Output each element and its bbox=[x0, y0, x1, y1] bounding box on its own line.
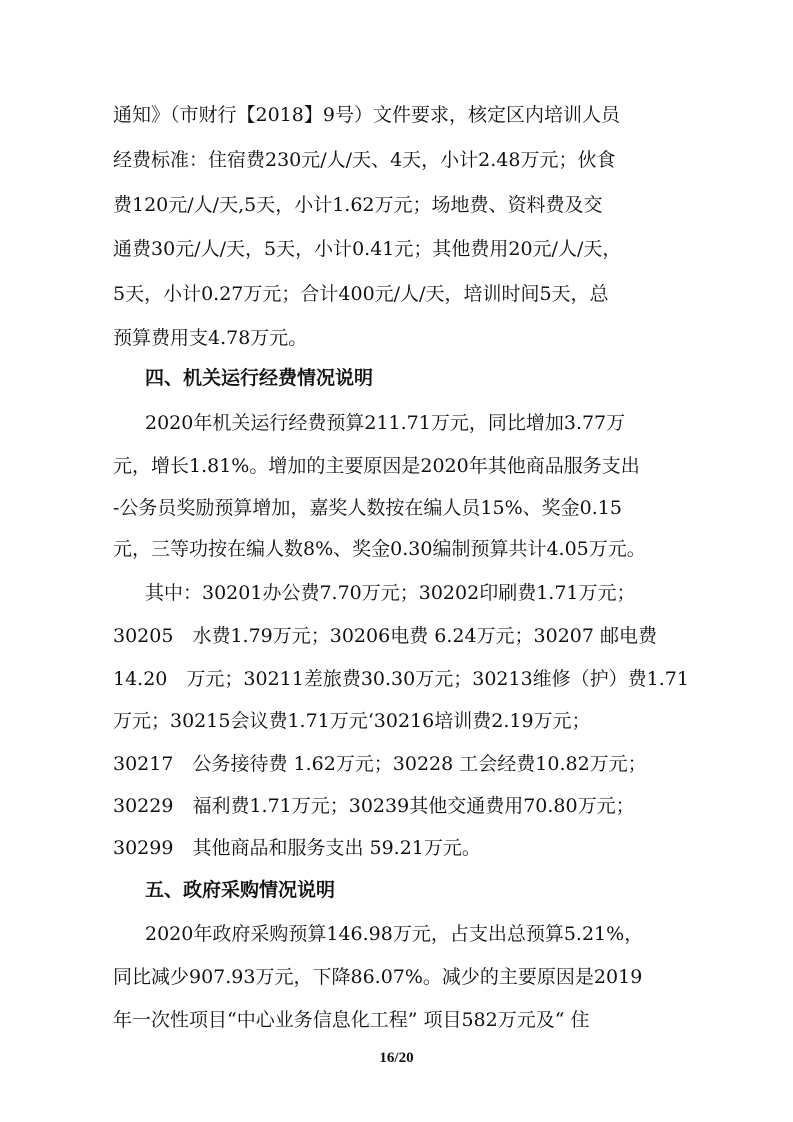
text-line: 通知》（市财行【2018】9号）文件要求，核定区内培训人员 bbox=[113, 104, 620, 126]
text-line: 通费30元/人/天，5天，小计0.41元；其他费用20元/人/天， bbox=[113, 238, 622, 260]
detail-line: 30217 公务接待费 1.62万元；30228 工会经费10.82万元； bbox=[113, 753, 647, 775]
detail-line: 30229 福利费1.71万元；30239其他交通费用70.80万元； bbox=[113, 795, 635, 817]
page-number: 16/20 bbox=[379, 1050, 414, 1066]
detail-line: 14.20 万元；30211差旅费30.30万元；30213维修（护）费1.71 bbox=[113, 668, 689, 690]
detail-line: 万元；30215会议费1.71万元‘30216培训费2.19万元； bbox=[113, 710, 591, 732]
text-line: 预算费用支4.78万元。 bbox=[113, 327, 308, 349]
text-line: -公务员奖励预算增加，嘉奖人数按在编人员15%、奖金0.15 bbox=[113, 497, 622, 519]
detail-line: 30205 水费1.79万元；30206电费 6.24万元；30207 邮电费 bbox=[113, 625, 658, 647]
text-line: 2020年机关运行经费预算211.71万元，同比增加3.77万 bbox=[145, 412, 626, 434]
text-line: 元，增长1.81%。增加的主要原因是2020年其他商品服务支出 bbox=[113, 455, 640, 477]
text-line: 费120元/人/天,5天，小计1.62万元；场地费、资料费及交 bbox=[113, 194, 603, 216]
section-heading-5: 五、政府采购情况说明 bbox=[145, 879, 336, 901]
text-line: 元，三等功按在编人数8%、奖金0.30编制预算共计4.05万元。 bbox=[113, 538, 646, 560]
text-line: 2020年政府采购预算146.98万元，占支出总预算5.21%， bbox=[145, 923, 644, 945]
detail-line: 30299 其他商品和服务支出 59.21万元。 bbox=[113, 837, 481, 859]
text-line: 5天，小计0.27万元；合计400元/人/天，培训时间5天，总 bbox=[113, 283, 609, 305]
section-heading-4: 四、机关运行经费情况说明 bbox=[145, 367, 374, 389]
text-line: 同比减少907.93万元，下降86.07%。减少的主要原因是2019 bbox=[113, 966, 643, 988]
text-line: 经费标准：住宿费230元/人/天、4天，小计2.48万元；伙食 bbox=[113, 149, 616, 171]
detail-line: 其中：30201办公费7.70万元；30202印刷费1.71万元； bbox=[145, 582, 636, 604]
text-line: 年一次性项目“中心业务信息化工程” 项目582万元及“ 住 bbox=[113, 1009, 590, 1031]
